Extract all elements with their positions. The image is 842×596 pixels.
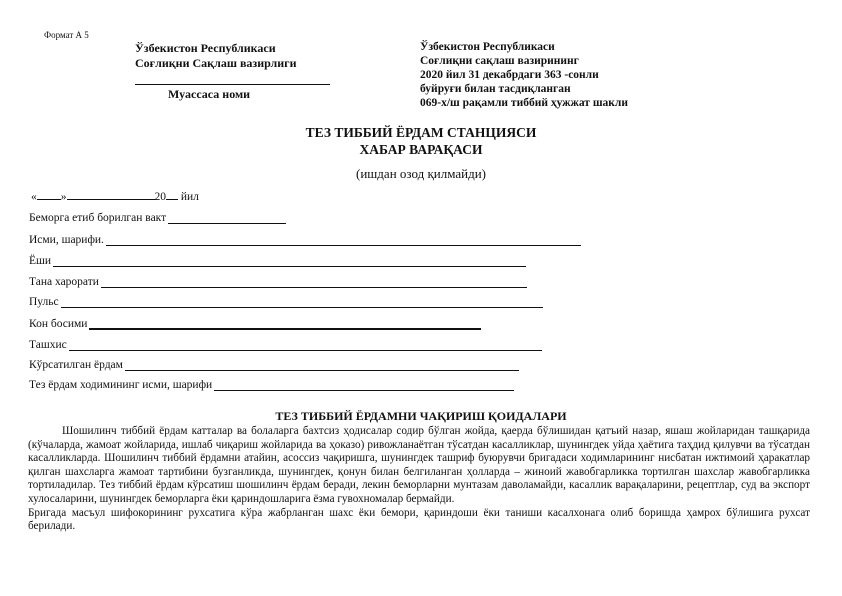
field-label: Исми, шарифи. <box>29 234 104 246</box>
field-arrival-time <box>29 208 286 224</box>
field-staff-name <box>29 375 514 391</box>
field-label: Пульс <box>29 296 59 308</box>
arrival-time-line[interactable] <box>168 212 286 224</box>
approval-header-right <box>420 40 628 110</box>
field-care-provided <box>29 355 519 371</box>
day-blank[interactable] <box>37 189 61 200</box>
field-diagnosis <box>29 335 542 351</box>
blood-pressure-line[interactable] <box>89 317 481 330</box>
approval-line-2: Соғлиқни сақлаш вазирининг <box>420 55 579 67</box>
rules-paragraph: Шошилинч тиббий ёрдам катталар ва болаларга бахтсиз ҳодисалар содир бўлган жойда, қаерда бўлишидан қатъий назар, яшаш жойларидан ташқарида (кўчаларда, жамоат жойларида, ишлаб чиқариш жойларида ва ҳоказо) ривожланаётган тўсатдан касалликлар, шунингдек уйда ҳаётига таҳдид қилувчи ва тўсатдан касалликларда. Шошилинч тиббий ёрдамни атайин, асоссиз чақиришга, шунингдек ташриф буюрувчи бригадаси ходимларининг нисбатан ижтимоий ҳаракатлар қилган шахсларга жамоат тартибини бузганликда, шунингдек, қонун билан белгиланган ҳолларда – жиноий жавобгарликка тортилган шахслар жавобгарликка тортиладилар. Тез тиббий ёрдам кўрсатиш шошилинч ёрдам беради, лекин беморларни мунтазам даволамайди, касаллик варақаларини, рецептлар, суд ва экспорт хулосаларини, шунингдек беморларга ёки қариндошларига ёзма гувохномалар бермайди. <box>28 425 810 505</box>
field-full-name <box>29 230 581 246</box>
staff-name-line[interactable] <box>214 379 514 391</box>
ministry-header-left <box>135 41 297 71</box>
date-open-quote: « <box>31 191 37 203</box>
field-pulse <box>29 292 543 308</box>
field-label: Ташхис <box>29 339 67 351</box>
ministry-name: Соғлиқни Сақлаш вазирлиги <box>135 56 297 70</box>
field-label: Тана харорати <box>29 276 99 288</box>
format-label: Формат А 5 <box>44 30 89 40</box>
year-suffix: йил <box>178 191 199 203</box>
full-name-line[interactable] <box>106 234 581 246</box>
approval-line-4: буйруғи билан тасдиқланган <box>420 83 571 95</box>
rules-paragraph: Бригада масъул шифокорининг рухсатига кўра жабрланган шахс ёки бемори, қариндоши ёки таниши касалхонага олиб боришда ҳамрох бўлишига рухсат берилади. <box>28 506 810 533</box>
temperature-line[interactable] <box>101 276 527 288</box>
age-line[interactable] <box>53 255 526 267</box>
ministry-country: Ўзбекистон Республикаси <box>135 41 276 55</box>
field-age <box>29 251 526 267</box>
approval-line-5: 069-х/ш рақамли тиббий ҳужжат шакли <box>420 97 628 109</box>
month-blank[interactable] <box>67 189 155 200</box>
field-blood-pressure <box>29 314 481 330</box>
year-blank[interactable] <box>166 189 178 200</box>
document-subtitle: (ишдан озод қилмайди) <box>356 166 486 181</box>
rules-title: ТЕЗ ТИББИЙ ЁРДАМНИ ЧАҚИРИШ ҚОИДАЛАРИ <box>275 409 567 423</box>
field-label: Беморга етиб борилган вакт <box>29 212 167 224</box>
approval-line-3: 2020 йил 31 декабрдаги 363 -сонли <box>420 69 599 81</box>
field-label: Тез ёрдам ходимининг исми, шарифи <box>29 379 213 391</box>
diagnosis-line[interactable] <box>69 339 542 351</box>
field-label: Ёши <box>29 255 52 267</box>
field-label: Кон босими <box>29 318 88 330</box>
year-prefix: 20 <box>154 191 166 203</box>
document-title-line-1: ТЕЗ ТИББИЙ ЁРДАМ СТАНЦИЯСИ <box>305 125 537 140</box>
institution-name-line <box>135 84 330 85</box>
field-label: Кўрсатилган ёрдам <box>29 359 123 371</box>
approval-line-1: Ўзбекистон Республикаси <box>420 41 555 53</box>
date-row <box>31 189 199 203</box>
care-provided-line[interactable] <box>125 359 519 371</box>
field-temperature <box>29 272 527 288</box>
date-close-quote: » <box>60 191 67 203</box>
rules-text <box>28 425 810 534</box>
document-title-line-2: ХАБАР ВАРАҚАСИ <box>359 142 483 157</box>
pulse-line[interactable] <box>61 296 543 308</box>
institution-label: Муассаса номи <box>168 87 251 101</box>
